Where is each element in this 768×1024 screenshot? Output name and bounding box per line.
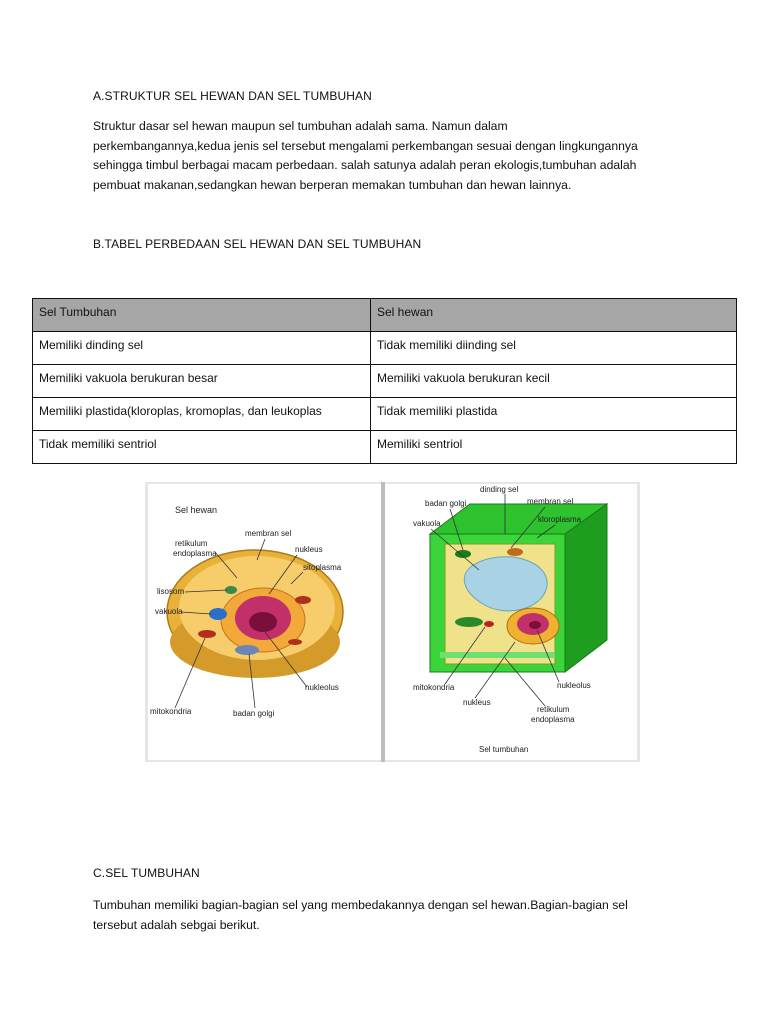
label-membran-sel: membran sel <box>245 529 292 538</box>
table-row <box>33 332 737 365</box>
table-header-row <box>33 299 737 332</box>
table-cell: Memiliki sentriol <box>371 431 737 464</box>
label-dinding-sel: dinding sel <box>480 485 519 494</box>
label-membran-sel: membran sel <box>527 497 574 506</box>
heading-section-c: C.SEL TUMBUHAN <box>93 866 200 880</box>
label-nukleolus: nukleolus <box>305 683 339 692</box>
heading-section-a: A.STRUKTUR SEL HEWAN DAN SEL TUMBUHAN <box>93 89 372 103</box>
table-row <box>33 365 737 398</box>
table-cell: Memiliki plastida(kloroplas, kromoplas, dan leukoplas <box>33 398 371 431</box>
label-mitokondria: mitokondria <box>413 683 455 692</box>
label-retikulum: retikulum <box>537 705 570 714</box>
label-sitoplasma: sitoplasma <box>303 563 342 572</box>
animal-cell-title: Sel hewan <box>175 505 218 515</box>
animal-golgi <box>235 645 259 655</box>
paragraph-line: pembuat makanan,sedangkan hewan berperan memakan tumbuhan dan hewan lainnya. <box>93 177 572 192</box>
label-endoplasma: endoplasma <box>531 715 575 724</box>
table-cell: Memiliki dinding sel <box>33 332 371 365</box>
label-nukleus: nukleus <box>463 698 491 707</box>
label-endoplasma: endoplasma <box>173 549 217 558</box>
cell-diagram-svg <box>145 482 640 762</box>
paragraph-line: sehingga timbul berbagai macam perbedaan. salah satunya adalah peran ekologis,tumbuhan adalah <box>93 158 637 172</box>
paragraph-section-a <box>93 117 683 195</box>
label-retikulum: retikulum <box>175 539 208 548</box>
heading-section-b: B.TABEL PERBEDAAN SEL HEWAN DAN SEL TUMBUHAN <box>93 237 422 251</box>
table-cell: Tidak memiliki sentriol <box>33 431 371 464</box>
animal-mitochondrion <box>295 596 311 604</box>
table-cell: Tidak memiliki diinding sel <box>371 332 737 365</box>
animal-mitochondrion <box>288 639 302 645</box>
paragraph-section-c <box>93 896 683 935</box>
plant-er <box>440 652 555 658</box>
label-vakuola: vakuola <box>155 607 183 616</box>
table-header-cell: Sel hewan <box>371 299 737 332</box>
label-badan-golgi: badan golgi <box>425 499 467 508</box>
comparison-table <box>32 298 737 464</box>
label-mitokondria: mitokondria <box>150 707 192 716</box>
table-row <box>33 398 737 431</box>
label-badan-golgi: badan golgi <box>233 709 275 718</box>
table-cell: Memiliki vakuola berukuran kecil <box>371 365 737 398</box>
cell-diagram-figure <box>145 482 640 762</box>
label-kloroplasma: kloroplasma <box>538 515 582 524</box>
table-cell: Tidak memiliki plastida <box>371 398 737 431</box>
label-nukleolus: nukleolus <box>557 681 591 690</box>
paragraph-line: tersebut adalah sebgai berikut. <box>93 917 260 932</box>
label-lisosom: lisosom <box>157 587 185 596</box>
table-cell: Memiliki vakuola berukuran besar <box>33 365 371 398</box>
animal-nucleolus <box>249 612 277 632</box>
label-vakuola: vakuola <box>413 519 441 528</box>
paragraph-line: perkembangannya,kedua jenis sel tersebut mengalami perkembangan sesuai dengan lingkungannya <box>93 138 638 153</box>
plant-chloroplast <box>507 548 523 556</box>
plant-mitochondrion <box>484 621 494 627</box>
paragraph-line: Tumbuhan memiliki bagian-bagian sel yang membedakannya dengan sel hewan.Bagian-bagian sel <box>93 898 628 912</box>
panel-divider <box>381 482 385 762</box>
plant-cell-title: Sel tumbuhan <box>479 745 529 754</box>
plant-nucleolus <box>529 621 541 629</box>
label-nukleus: nukleus <box>295 545 323 554</box>
table-header-cell: Sel Tumbuhan <box>33 299 371 332</box>
paragraph-line: Struktur dasar sel hewan maupun sel tumbuhan adalah sama. Namun dalam <box>93 119 508 133</box>
animal-mitochondrion <box>198 630 216 638</box>
plant-chloroplast <box>455 617 483 627</box>
table-row <box>33 431 737 464</box>
animal-vacuole <box>209 608 227 620</box>
